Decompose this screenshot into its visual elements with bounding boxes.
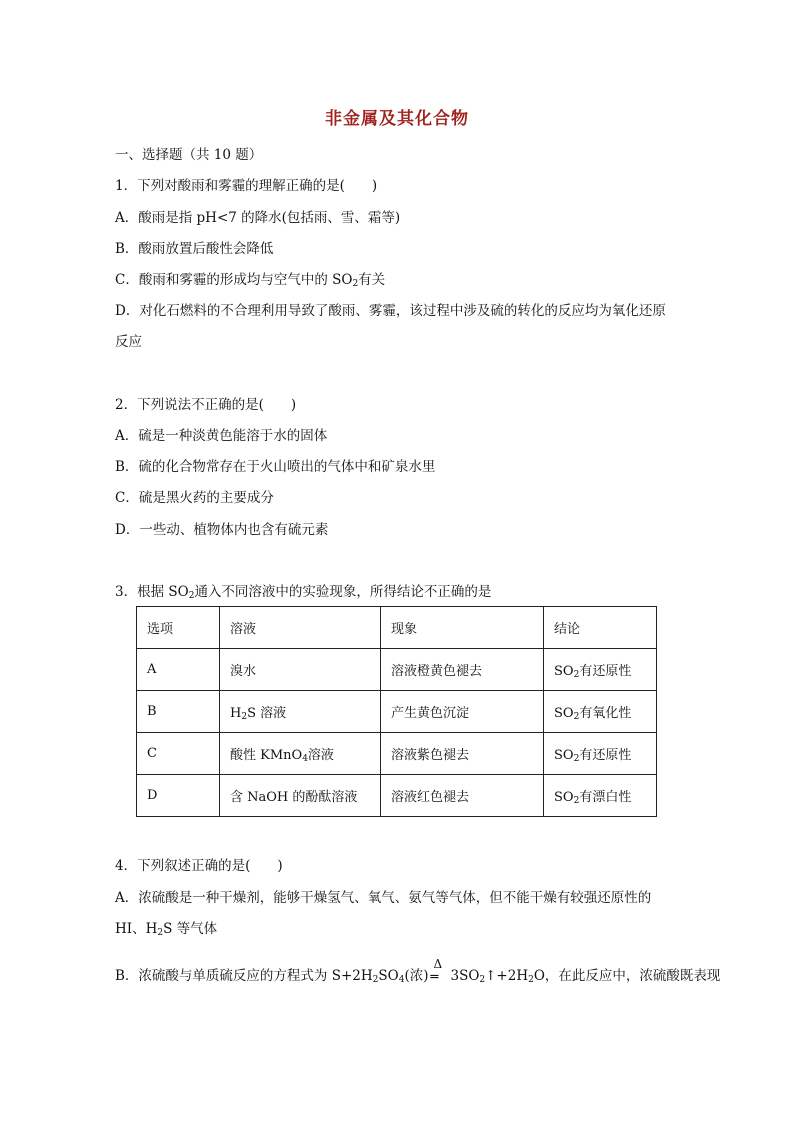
q2-option-b: B．硫的化合物常存在于火山喷出的气体中和矿泉水里 xyxy=(115,459,436,475)
heating-condition-symbol: Δ ═ xyxy=(430,957,443,985)
q4-option-a-continued: HI、$H_2S$ 等气体 xyxy=(115,921,218,938)
page-title: 非金属及其化合物 xyxy=(325,109,469,129)
table-cell-phenomenon: 产生黄色沉淀 xyxy=(381,691,544,733)
table-header-row xyxy=(137,607,657,649)
table-cell-option: D xyxy=(137,775,220,817)
table-cell-conclusion: $SO_2$有还原性 xyxy=(544,649,657,691)
table-cell-option: C xyxy=(137,733,220,775)
q2-option-a: A．硫是一种淡黄色能溶于水的固体 xyxy=(115,428,328,444)
q1-stem: 1．下列对酸雨和雾霾的理解正确的是( ) xyxy=(115,178,378,194)
table-cell-option: A xyxy=(137,649,220,691)
q4-option-b: B．浓硫酸与单质硫反应的方程式为 $S+2H_2SO_4$(浓) Δ ═ $3SO_2↑+2H_2O$，在此反应中，浓硫酸既表现 xyxy=(115,957,721,985)
section-heading: 一、选择题（共 10 题） xyxy=(115,147,263,163)
table-header-cell: 现象 xyxy=(381,607,544,649)
table-cell-solution: 含 NaOH 的酚酞溶液 xyxy=(220,775,381,817)
table-cell-conclusion: $SO_2$有漂白性 xyxy=(544,775,657,817)
table-cell-solution: 溴水 xyxy=(220,649,381,691)
table-cell-phenomenon: 溶液橙黄色褪去 xyxy=(381,649,544,691)
table-cell-phenomenon: 溶液紫色褪去 xyxy=(381,733,544,775)
table-cell-option: B xyxy=(137,691,220,733)
table-row xyxy=(137,775,657,817)
q2-option-c: C．硫是黑火药的主要成分 xyxy=(115,490,274,506)
q1-option-d: D．对化石燃料的不合理利用导致了酸雨、雾霾，该过程中涉及硫的转化的反应均为氧化还原 xyxy=(115,303,666,319)
q2-option-d: D．一些动、植物体内也含有硫元素 xyxy=(115,522,329,538)
q1-option-b: B．酸雨放置后酸性会降低 xyxy=(115,241,274,257)
table-header-cell: 选项 xyxy=(137,607,220,649)
table-header-cell: 结论 xyxy=(544,607,657,649)
table-cell-conclusion: $SO_2$有氧化性 xyxy=(544,691,657,733)
q3-stem: 3．根据 $SO_2$通入不同溶液中的实验现象，所得结论不正确的是 xyxy=(115,584,492,601)
table-header-cell: 溶液 xyxy=(220,607,381,649)
q2-stem: 2．下列说法不正确的是( ) xyxy=(115,397,297,413)
q1-option-c: C．酸雨和雾霾的形成均与空气中的 $SO_2$有关 xyxy=(115,272,386,289)
table-cell-conclusion: $SO_2$有还原性 xyxy=(544,733,657,775)
q3-table xyxy=(136,606,657,817)
table-cell-phenomenon: 溶液红色褪去 xyxy=(381,775,544,817)
q4-option-a: A．浓硫酸是一种干燥剂，能够干燥氢气、氧气、氨气等气体，但不能干燥有较强还原性的 xyxy=(115,890,652,906)
table-cell-solution: 酸性 KMnO$_4$溶液 xyxy=(220,733,381,775)
q1-option-d-continued: 反应 xyxy=(115,334,142,350)
q1-option-a: A．酸雨是指 pH<7 的降水(包括雨、雪、霜等) xyxy=(115,210,401,226)
table-row xyxy=(137,691,657,733)
table-row xyxy=(137,649,657,691)
table-cell-solution: $H_2S$ 溶液 xyxy=(220,691,381,733)
table-row xyxy=(137,733,657,775)
q4-stem: 4．下列叙述正确的是( ) xyxy=(115,858,283,874)
